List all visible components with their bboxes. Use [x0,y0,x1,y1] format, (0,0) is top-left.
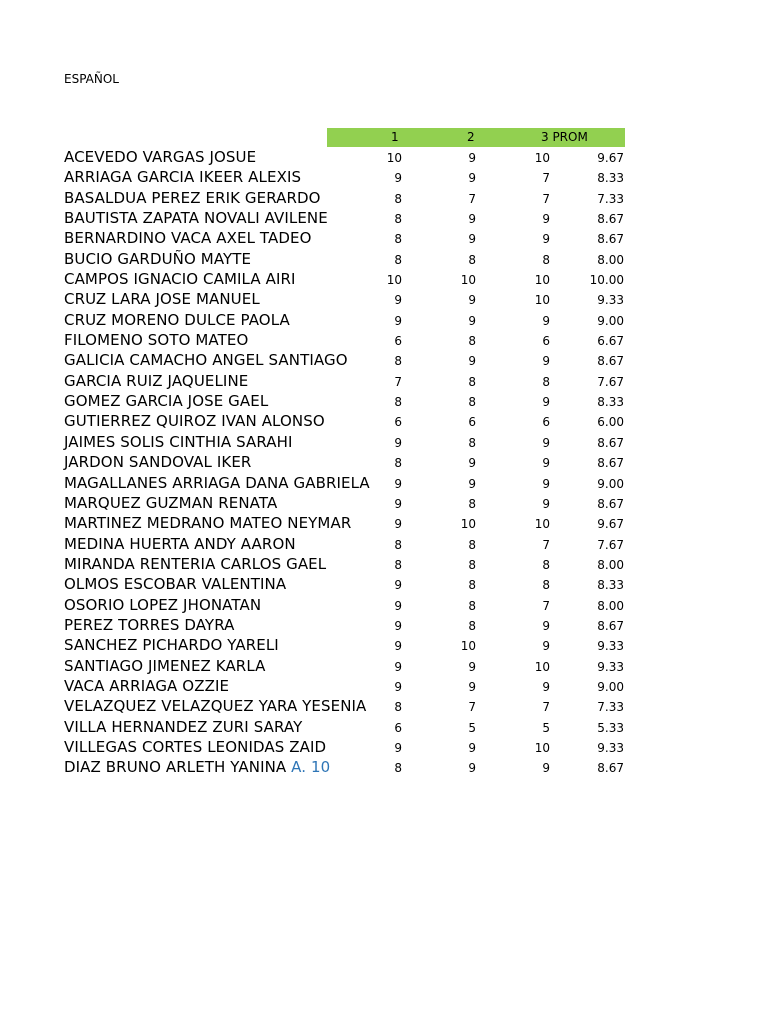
grade-3-cell: 9 [542,476,550,491]
student-name-cell [64,676,328,696]
student-name: GOMEZ GARCIA JOSE GAEL [64,392,269,411]
grade-3-cell: 7 [542,191,550,206]
average-cell: 9.00 [597,679,624,694]
grade-2-cell: 7 [468,700,476,715]
grade-3-cell: 7 [542,171,550,186]
grade-3-cell: 8 [542,374,550,389]
average-cell: 7.33 [597,700,624,715]
grade-3-cell: 10 [534,659,550,674]
student-name: SANCHEZ PICHARDO YARELI [64,636,279,655]
grade-1-cell: 9 [394,740,402,755]
grade-3-cell: 8 [542,252,550,267]
student-name-note: A. 10 [291,758,331,777]
grade-1-cell: 8 [394,212,402,227]
average-cell: 9.33 [597,639,624,654]
student-row [0,452,768,472]
grade-2-cell: 7 [468,191,476,206]
grade-2-cell: 8 [468,578,476,593]
average-cell: 8.67 [597,618,624,633]
grade-1-cell: 9 [394,435,402,450]
student-name: MARQUEZ GUZMAN RENATA [64,493,278,512]
grade-1-cell: 7 [394,374,402,389]
grade-1-cell: 9 [394,517,402,532]
student-row [0,411,768,431]
grade-2-cell: 9 [468,171,476,186]
student-row [0,249,768,269]
student-row [0,493,768,513]
student-row [0,737,768,757]
average-cell: 7.67 [597,537,624,552]
student-name: CAMPOS IGNACIO CAMILA AIRI [64,270,296,289]
grade-2-cell: 9 [468,212,476,227]
student-name-cell [64,534,328,554]
grade-1-cell: 9 [394,598,402,613]
student-name: VACA ARRIAGA OZZIE [64,676,230,695]
student-row [0,289,768,309]
student-name: GUTIERREZ QUIROZ IVAN ALONSO [64,412,325,431]
student-row [0,310,768,330]
student-row [0,615,768,635]
grade-3-cell: 7 [542,537,550,552]
grade-3-cell: 9 [542,639,550,654]
grade-2-cell: 10 [460,273,476,288]
grade-3-cell: 8 [542,578,550,593]
grade-1-cell: 10 [386,151,402,165]
student-name-cell [64,473,370,493]
average-cell: 9.67 [597,151,624,165]
grade-3-cell: 10 [534,740,550,755]
student-name: BUCIO GARDUÑO MAYTE [64,249,252,268]
student-name: GALICIA CAMACHO ANGEL SANTIAGO [64,351,348,370]
grade-3-cell: 6 [542,334,550,349]
student-name: VILLEGAS CORTES LEONIDAS ZAID [64,737,327,756]
student-name: BERNARDINO VACA AXEL TADEO [64,229,312,248]
grade-3-cell: 6 [542,415,550,430]
grade-2-cell: 8 [468,598,476,613]
grade-1-cell: 9 [394,293,402,308]
student-row [0,188,768,208]
grade-1-cell: 10 [386,273,402,288]
grade-2-cell: 6 [468,415,476,430]
grade-1-cell: 9 [394,618,402,633]
grade-1-cell: 9 [394,476,402,491]
student-row [0,167,768,187]
grade-1-cell: 9 [394,313,402,328]
grade-2-cell: 9 [468,151,476,165]
student-row [0,676,768,696]
student-name-cell [64,330,328,350]
grade-1-cell: 8 [394,191,402,206]
student-name-cell [64,269,328,289]
average-cell: 9.33 [597,740,624,755]
grade-1-cell: 8 [394,456,402,471]
student-row [0,473,768,493]
student-row [0,147,768,167]
average-cell: 8.67 [597,212,624,227]
grade-3-cell: 9 [542,456,550,471]
student-name: FILOMENO SOTO MATEO [64,331,249,350]
student-name: VELAZQUEZ VELAZQUEZ YARA YESENIA [64,697,367,716]
student-name-cell [64,310,328,330]
student-name: PEREZ TORRES DAYRA [64,615,235,634]
grade-3-cell: 8 [542,557,550,572]
average-cell: 8.67 [597,761,624,776]
student-row [0,656,768,676]
grade-1-cell: 9 [394,639,402,654]
average-cell: 7.67 [597,374,624,389]
header-col-3-prom: 3 PROM [541,130,588,144]
student-name-cell [64,615,328,635]
student-name: MIRANDA RENTERIA CARLOS GAEL [64,554,327,573]
student-name: CRUZ MORENO DULCE PAOLA [64,310,290,329]
grade-1-cell: 8 [394,537,402,552]
grade-3-cell: 5 [542,720,550,735]
sheet-title: ESPAÑOL [64,72,119,86]
student-name: OSORIO LOPEZ JHONATAN [64,595,262,614]
grade-1-cell: 8 [394,557,402,572]
grade-2-cell: 8 [468,374,476,389]
average-cell: 10.00 [589,273,624,288]
student-row [0,554,768,574]
student-name: BASALDUA PEREZ ERIK GERARDO [64,188,321,207]
grade-1-cell: 8 [394,700,402,715]
grade-2-cell: 8 [468,618,476,633]
average-cell: 8.67 [597,456,624,471]
student-name-cell [64,249,328,269]
average-cell: 6.00 [597,415,624,430]
grade-2-cell: 8 [468,334,476,349]
grade-header-row [327,128,625,147]
grade-1-cell: 9 [394,679,402,694]
average-cell: 9.33 [597,293,624,308]
student-name-cell [64,371,328,391]
student-name: MARTINEZ MEDRANO MATEO NEYMAR [64,514,352,533]
average-cell: 9.00 [597,476,624,491]
student-name: SANTIAGO JIMENEZ KARLA [64,656,266,675]
student-row [0,391,768,411]
student-name-cell [64,147,328,167]
average-cell: 8.00 [597,252,624,267]
student-row [0,330,768,350]
student-name: GARCIA RUIZ JAQUELINE [64,371,249,390]
grade-1-cell: 9 [394,171,402,186]
student-row [0,432,768,452]
student-name-cell [64,574,328,594]
grade-2-cell: 9 [468,354,476,369]
student-name-cell [64,737,328,757]
grade-2-cell: 8 [468,395,476,410]
student-name-cell [64,513,352,533]
grade-3-cell: 10 [534,517,550,532]
student-grade-list [0,147,768,778]
grade-2-cell: 10 [460,639,476,654]
average-cell: 9.67 [597,517,624,532]
student-row [0,269,768,289]
grade-1-cell: 6 [394,334,402,349]
student-name-cell [64,493,328,513]
grade-3-cell: 9 [542,212,550,227]
student-name: DIAZ BRUNO ARLETH YANINA [64,758,292,777]
student-name-cell [64,391,328,411]
average-cell: 8.67 [597,232,624,247]
student-name-cell [64,696,367,716]
average-cell: 8.67 [597,354,624,369]
header-col-2: 2 [467,130,475,144]
student-row [0,534,768,554]
grade-1-cell: 6 [394,720,402,735]
student-name-cell [64,208,328,228]
student-name: VILLA HERNANDEZ ZURI SARAY [64,717,303,736]
grade-1-cell: 9 [394,578,402,593]
grade-3-cell: 9 [542,354,550,369]
grade-2-cell: 9 [468,659,476,674]
grade-1-cell: 9 [394,659,402,674]
student-name-cell [64,717,328,737]
grade-3-cell: 7 [542,598,550,613]
average-cell: 8.33 [597,578,624,593]
student-name-cell [64,350,348,370]
grade-1-cell: 9 [394,496,402,511]
grade-2-cell: 9 [468,456,476,471]
student-row [0,635,768,655]
student-name: JARDON SANDOVAL IKER [64,453,252,472]
grade-3-cell: 9 [542,761,550,776]
grade-2-cell: 8 [468,557,476,572]
student-name: ACEVEDO VARGAS JOSUE [64,148,257,166]
student-name-cell [64,188,328,208]
student-row [0,717,768,737]
grade-2-cell: 8 [468,252,476,267]
average-cell: 8.33 [597,395,624,410]
student-row [0,595,768,615]
student-name: OLMOS ESCOBAR VALENTINA [64,575,287,594]
grade-2-cell: 9 [468,679,476,694]
header-col-1: 1 [391,130,399,144]
grade-2-cell: 9 [468,476,476,491]
grade-1-cell: 8 [394,761,402,776]
student-name: MAGALLANES ARRIAGA DANA GABRIELA [64,473,370,492]
student-name-cell [64,554,328,574]
student-name: MEDINA HUERTA ANDY AARON [64,534,296,553]
average-cell: 6.67 [597,334,624,349]
grade-1-cell: 8 [394,232,402,247]
grade-3-cell: 9 [542,496,550,511]
student-name: JAIMES SOLIS CINTHIA SARAHI [64,432,293,451]
grade-3-cell: 9 [542,618,550,633]
average-cell: 7.33 [597,191,624,206]
student-name-cell [64,656,328,676]
student-name: CRUZ LARA JOSE MANUEL [64,290,260,309]
average-cell: 8.00 [597,598,624,613]
student-name-cell [64,289,328,309]
average-cell: 5.33 [597,720,624,735]
student-name-cell [64,757,331,777]
student-name-cell [64,452,328,472]
student-name-cell [64,411,328,431]
student-row [0,757,768,777]
grade-3-cell: 9 [542,679,550,694]
grade-2-cell: 9 [468,740,476,755]
average-cell: 8.67 [597,496,624,511]
student-name-cell [64,432,328,452]
average-cell: 8.67 [597,435,624,450]
student-name-cell [64,595,328,615]
student-name: ARRIAGA GARCIA IKEER ALEXIS [64,168,302,187]
grade-2-cell: 5 [468,720,476,735]
grade-1-cell: 6 [394,415,402,430]
student-row [0,350,768,370]
average-cell: 9.00 [597,313,624,328]
grade-2-cell: 8 [468,537,476,552]
average-cell: 8.33 [597,171,624,186]
average-cell: 9.33 [597,659,624,674]
grade-1-cell: 8 [394,354,402,369]
grade-3-cell: 10 [534,293,550,308]
average-cell: 8.00 [597,557,624,572]
student-row [0,513,768,533]
grade-2-cell: 10 [460,517,476,532]
grade-2-cell: 9 [468,232,476,247]
grade-2-cell: 9 [468,313,476,328]
grade-1-cell: 8 [394,395,402,410]
student-row [0,208,768,228]
grade-2-cell: 8 [468,496,476,511]
student-row [0,696,768,716]
student-name-cell [64,635,328,655]
grade-3-cell: 9 [542,435,550,450]
student-name: BAUTISTA ZAPATA NOVALI AVILENE [64,209,328,228]
grade-3-cell: 10 [534,273,550,288]
student-row [0,228,768,248]
grade-3-cell: 10 [534,151,550,165]
student-row [0,574,768,594]
student-name-cell [64,167,328,187]
student-name-cell [64,228,328,248]
grade-3-cell: 9 [542,395,550,410]
grade-3-cell: 9 [542,313,550,328]
grade-2-cell: 8 [468,435,476,450]
student-row [0,371,768,391]
grade-2-cell: 9 [468,293,476,308]
grade-3-cell: 9 [542,232,550,247]
grade-3-cell: 7 [542,700,550,715]
grade-1-cell: 8 [394,252,402,267]
grade-2-cell: 9 [468,761,476,776]
